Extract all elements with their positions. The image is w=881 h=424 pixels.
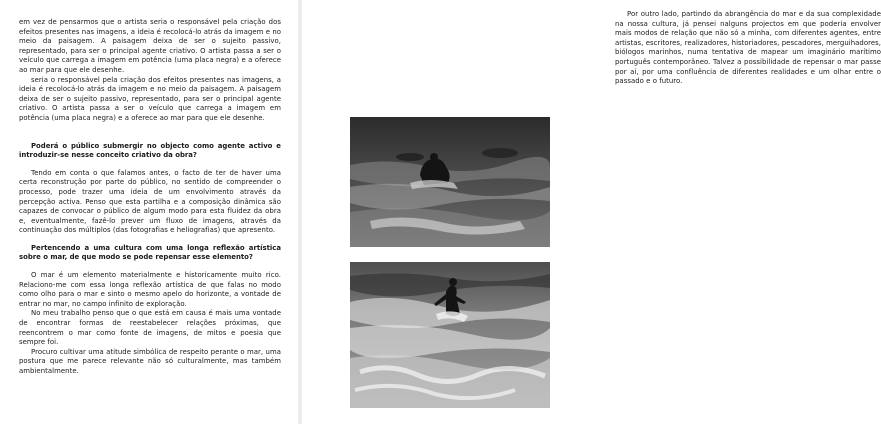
answer-sea-rich: O mar é um elemento materialmente e historicamente muito rico. Relaciono-me com essa longa reflexão artística de que falas no modo como olho para o mar e sinto o mesmo apelo do horizonte, a vontade de entrar no mar, no campo infinito de exploração.: [19, 271, 281, 308]
paragraph-repeat: seria o responsável pela criação dos efeitos presentes nas imagens, a ideia é recolocá-lo atrás da imagem e no meio da paisagem. A paisagem deixa de ser o sujeito passivo, representado, para ser o principal agente criativo. O artista passa a ser o veículo que carrega a imagem em potência (uma placa negra) e a oferece ao mar para que ele desenhe.: [19, 75, 281, 122]
answer-submerge: Tendo em conta o que falamos antes, o facto de ter de haver uma certa reconstrução por parte do público, no sentido de compreender o processo, pode trazer uma ideia de um envolvimento através da percepção activa. Penso que esta partilha e a composição dinâmica são capazes de convocar o público de algum modo para esta fluidez da obra e, eventualmente, fazê-lo prever um fluxo de imagens, através da continuação dos múltiplos (das fotografias e heliografias) que apresento.: [19, 168, 281, 235]
right-text-column: [615, 10, 881, 87]
photo-figure-crouching-in-sea: [350, 117, 550, 247]
question-submerge: Poderá o público submergir no objecto como agente activo e introduzir-se nesse conceito criativo da obra?: [19, 141, 281, 160]
left-text-column: [19, 18, 281, 377]
answer-sea-relations: No meu trabalho penso que o que está em causa é mais uma vontade de encontrar formas de reestabelecer relações próximas, que reencontrem o mar como fonte de imagens, de mitos e poesia que sempre foi.: [19, 309, 281, 347]
answer-sea-symbolic: Procuro cultivar uma atitude simbólica de respeito perante o mar, uma postura que me parece relevante não só culturalmente, mas também ambientalmente.: [19, 347, 281, 375]
left-page: [0, 0, 300, 424]
paragraph-intro: em vez de pensarmos que o artista seria o responsável pela criação dos efeitos presentes nas imagens, a ideia é recolocá-lo atrás da imagem e no meio da paisagem. A paisagem deixa de ser o sujeito passivo, representado, para ser o principal agente criativo. O artista passa a ser o veículo que carrega a imagem em potência (uma placa negra) e a oferece ao mar para que ele desenhe.: [19, 18, 281, 74]
question-sea-culture: Pertencendo a uma cultura com uma longa reflexão artística sobre o mar, de que modo se pode repensar esse elemento?: [19, 243, 281, 262]
photo-figure-in-waves: [350, 262, 550, 408]
paragraph-other-side: Por outro lado, partindo da abrangência do mar e da sua complexidade na nossa cultura, já pensei nalguns projectos em que poderia envolver mais modos de relação que não só a minha, com diferentes agentes, entre artistas, escritores, realizadores, historiadores, pescadores, merguihadores, biólogos marinhos, numa tentativa de mapear um imaginário marítimo português contemporâneo. Talvez a possibilidade de repensar o mar passe por aí, por uma confluência de diferentes realidades e um olhar entre o passado e o futuro.: [615, 10, 881, 86]
